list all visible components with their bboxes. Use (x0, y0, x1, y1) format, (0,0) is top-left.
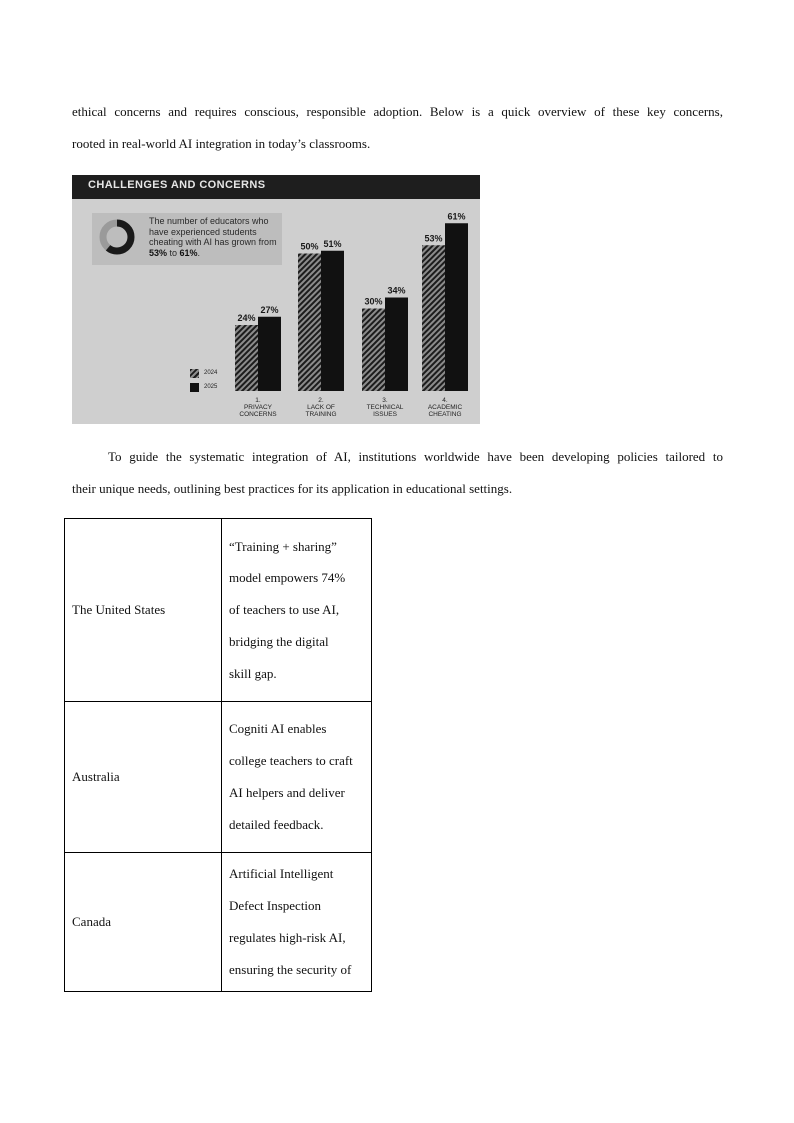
challenges-figure (72, 175, 480, 424)
table-row (65, 853, 372, 992)
description-line: model empowers 74% (229, 570, 346, 586)
callout-prefix: The number of educators who have experienced students cheating with AI has grown from (149, 216, 277, 247)
category-label-2-line-1: 2. (318, 397, 324, 404)
data-label-2025-3: 34% (387, 285, 406, 296)
description-cell (222, 519, 372, 702)
description-line: Defect Inspection (229, 898, 322, 914)
category-label-4-line-2: ACADEMIC (427, 404, 463, 411)
category-label-1-line-3: CONCERNS (239, 411, 277, 418)
callout-to-value: 61% (179, 247, 198, 258)
bar-2025-2 (321, 251, 344, 391)
intro-line-2: rooted in real-world AI integration in today’s classrooms. (72, 136, 371, 151)
table-row (65, 702, 372, 853)
country-cell: The United States (65, 519, 222, 702)
policy-paragraph (72, 441, 723, 505)
category-label-4-line-1: 4. (442, 397, 448, 404)
description-line: of teachers to use AI, (229, 602, 340, 618)
country-policy-table (64, 518, 372, 992)
bar-2024-4 (422, 245, 445, 391)
data-label-2025-1: 27% (260, 304, 279, 315)
data-label-2025-4: 61% (447, 211, 466, 222)
description-line: “Training + sharing” (229, 538, 337, 554)
description-cell (222, 702, 372, 853)
category-label-2-line-2: LACK OF (307, 404, 335, 411)
data-label-2025-2: 51% (323, 238, 342, 249)
figure-title: CHALLENGES AND CONCERNS (88, 179, 266, 191)
description-line: Artificial Intelligent (229, 866, 334, 882)
description-cell (222, 853, 372, 992)
category-label-3-line-1: 3. (382, 397, 388, 404)
category-label-3-line-2: TECHNICAL (366, 404, 404, 411)
callout-suffix: . (197, 247, 201, 258)
bar-2025-1 (258, 317, 281, 391)
callout-from-value: 53% (149, 247, 168, 258)
bar-2025-3 (385, 298, 408, 392)
data-label-2024-2: 50% (300, 241, 319, 252)
bar-2024-1 (235, 325, 258, 391)
policy-line-1: To guide the systematic integration of AI, institutions worldwide have been developing policies tailored to (108, 449, 723, 464)
description-line: detailed feedback. (229, 816, 324, 832)
category-label-1-line-1: 1. (255, 397, 261, 404)
legend-label-2025: 2025 (204, 384, 218, 390)
description-line: AI helpers and deliver (229, 785, 345, 800)
data-label-2024-1: 24% (237, 313, 256, 323)
intro-paragraph (72, 96, 723, 160)
description-line: Cogniti AI enables (229, 721, 327, 737)
callout-mid: to (167, 247, 180, 258)
category-label-4-line-3: CHEATING (428, 411, 462, 418)
bar-2024-3 (362, 309, 385, 392)
table-row (65, 519, 372, 702)
description-line: college teachers to craft (229, 753, 353, 769)
bar-chart (72, 175, 480, 424)
category-label-1-line-2: PRIVACY (243, 404, 273, 411)
country-cell: Australia (65, 702, 222, 853)
description-line: ensuring the security of (229, 961, 352, 977)
intro-line-1: ethical concerns and requires conscious, responsible adoption. Below is a quick overview of these key concerns, (72, 104, 723, 119)
category-label-2-line-3: TRAINING (305, 411, 337, 418)
data-label-2024-3: 30% (364, 296, 383, 307)
legend-label-2024: 2024 (204, 370, 218, 376)
bar-2025-4 (445, 223, 468, 391)
data-label-2024-4: 53% (424, 233, 443, 244)
country-cell: Canada (65, 853, 222, 992)
description-line: regulates high-risk AI, (229, 930, 346, 945)
description-line: bridging the digital (229, 633, 329, 649)
category-label-3-line-3: ISSUES (373, 411, 397, 418)
bar-2024-2 (298, 254, 321, 392)
policy-line-2: their unique needs, outlining best practices for its application in educational settings. (72, 481, 513, 496)
description-line: skill gap. (229, 665, 277, 681)
